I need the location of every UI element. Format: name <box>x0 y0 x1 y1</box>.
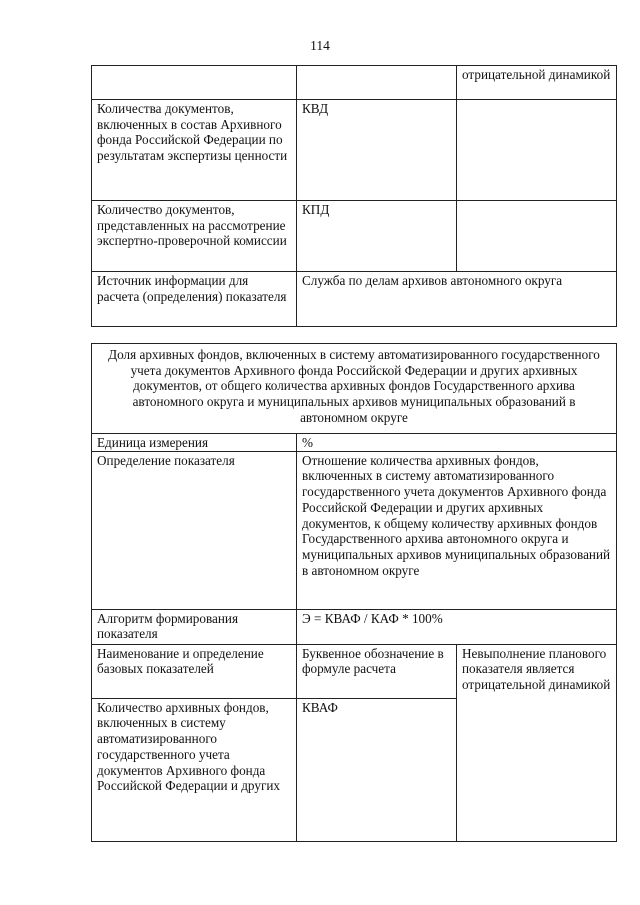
indicator-table <box>91 343 617 842</box>
page-number: 114 <box>310 38 330 53</box>
algorithm-value: Э = КВАФ / КАФ * 100% <box>297 609 617 644</box>
negative-dynamics-continued: отрицательной динамикой <box>457 66 617 100</box>
base-indicator-name: Количества документов, включенных в состав Архивного фонда Российской Федерации по результатам экспертизы ценности <box>92 100 297 201</box>
unit-label: Единица измерения <box>92 434 297 452</box>
source-label: Источник информации для расчета (определения) показателя <box>92 272 297 327</box>
table-row <box>92 100 617 201</box>
base-indicator-code: КПД <box>297 201 457 272</box>
table-row <box>92 272 617 327</box>
base-indicator-name: Количество документов, представленных на рассмотрение экспертно-проверочной комиссии <box>92 201 297 272</box>
base-indicator-note <box>457 201 617 272</box>
cell-empty <box>92 66 297 100</box>
base-indicator-note <box>457 100 617 201</box>
table-row <box>92 644 617 698</box>
base-indicator-code: КВАФ <box>297 698 457 841</box>
table-row <box>92 451 617 609</box>
negative-dynamics-note: Невыполнение планового показателя является отрицательной динамикой <box>457 644 617 841</box>
cell-empty <box>297 66 457 100</box>
table-row <box>92 344 617 434</box>
base-header-code: Буквенное обозначение в формуле расчета <box>297 644 457 698</box>
indicator-table-continued <box>91 65 617 327</box>
indicator-title: Доля архивных фондов, включенных в систему автоматизированного государственного учета документов Архивного фонда Российской Федерации и других архивных документов, от общего количества архивных фондов Государственного архива автономного округа и муниципальных архивов муниципальных образований в автономном округе <box>92 344 617 434</box>
table-row <box>92 66 617 100</box>
table-row <box>92 201 617 272</box>
base-indicator-name: Количество архивных фондов, включенных в систему автоматизированного государственного учета документов Архивного фонда Российской Федерации и других <box>92 698 297 841</box>
unit-value: % <box>297 434 617 452</box>
source-value: Служба по делам архивов автономного округа <box>297 272 617 327</box>
base-header-name: Наименование и определение базовых показателей <box>92 644 297 698</box>
table-row <box>92 609 617 644</box>
definition-label: Определение показателя <box>92 451 297 609</box>
definition-value: Отношение количества архивных фондов, включенных в систему автоматизированного государственного учета документов Архивного фонда Российской Федерации и других архивных документов, к общему количеству архивных фондов Государственного архива автономного округа и муниципальных архивов муниципальных образований в автономном округе <box>297 451 617 609</box>
algorithm-label: Алгоритм формирования показателя <box>92 609 297 644</box>
base-indicator-code: КВД <box>297 100 457 201</box>
table-row <box>92 434 617 452</box>
